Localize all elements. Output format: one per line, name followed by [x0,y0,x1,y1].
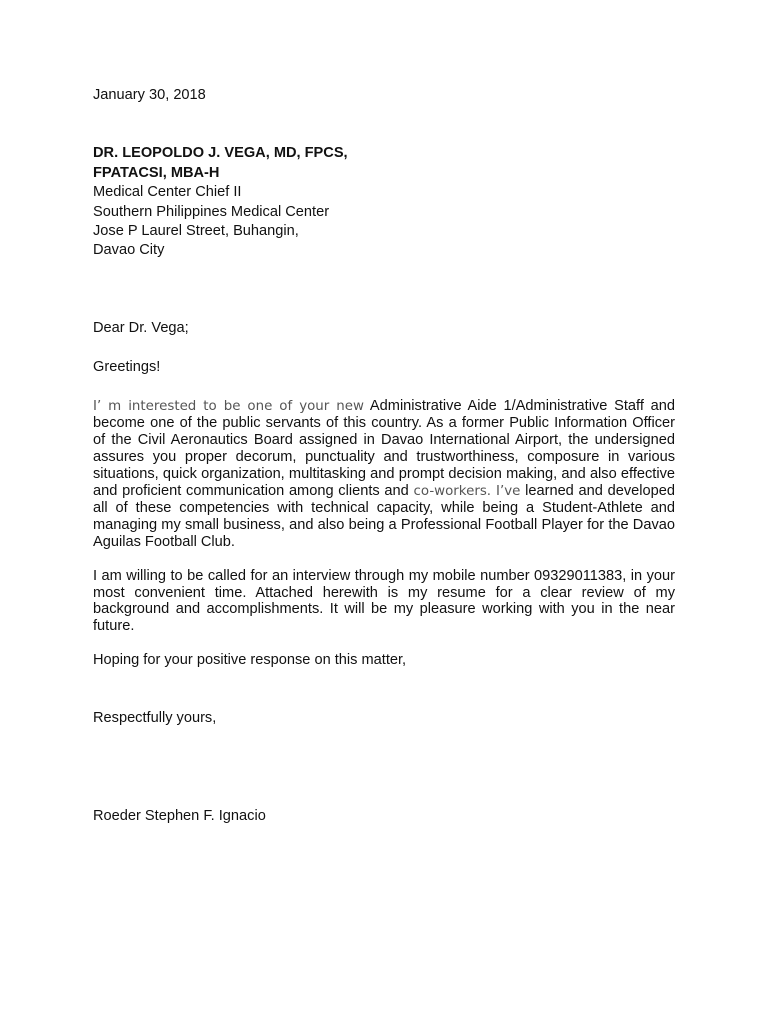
recipient-title: Medical Center Chief II [93,184,242,201]
paragraph-1-part-2: Administrative Aide 1/Administrative Staff and become one of the public servants of this country. As a former Public Information Officer of the Civil Aeronautics Board assigned in Davao International Airport, the undersigned assures you proper decorum, punctuality and trustworthiness, composure in various situations, quick organization, multitasking and prompt decision making, and also effective and proficient communication among clients and [93,397,675,499]
body-paragraph-1 [93,398,675,551]
body-paragraph-2: I am willing to be called for an interview through my mobile number 09329011383, in your most convenient time. Attached herewith is my resume for a clear review of my background and accomplishments. It will be my pleasure working with you in the near future. [93,567,675,635]
recipient-block [93,144,675,260]
paragraph-1-part-3: co-workers. I’ve [413,483,521,499]
closing: Respectfully yours, [93,710,217,727]
recipient-name-line-2: FPATACSI, MBA-H [93,164,220,181]
paragraph-1-part-4: learned and developed all of these competencies with technical capacity, while being a Student-Athlete and managing my small business, and also being a Professional Football Player for the Davao Aguilas Football Club. [93,482,675,551]
greeting: Greetings! [93,359,161,376]
paragraph-1-part-1: I’ m interested to be one of your new [93,398,364,414]
recipient-city: Davao City [93,242,165,259]
recipient-organization: Southern Philippines Medical Center [93,203,330,220]
letter-body [93,86,675,841]
closing-hope: Hoping for your positive response on this matter, [93,652,407,669]
signature-name: Roeder Stephen F. Ignacio [93,807,266,824]
letter-date: January 30, 2018 [93,87,206,103]
recipient-street: Jose P Laurel Street, Buhangin, [93,223,299,240]
salutation: Dear Dr. Vega; [93,319,189,336]
recipient-name-line-1: DR. LEOPOLDO J. VEGA, MD, FPCS, [93,145,348,162]
